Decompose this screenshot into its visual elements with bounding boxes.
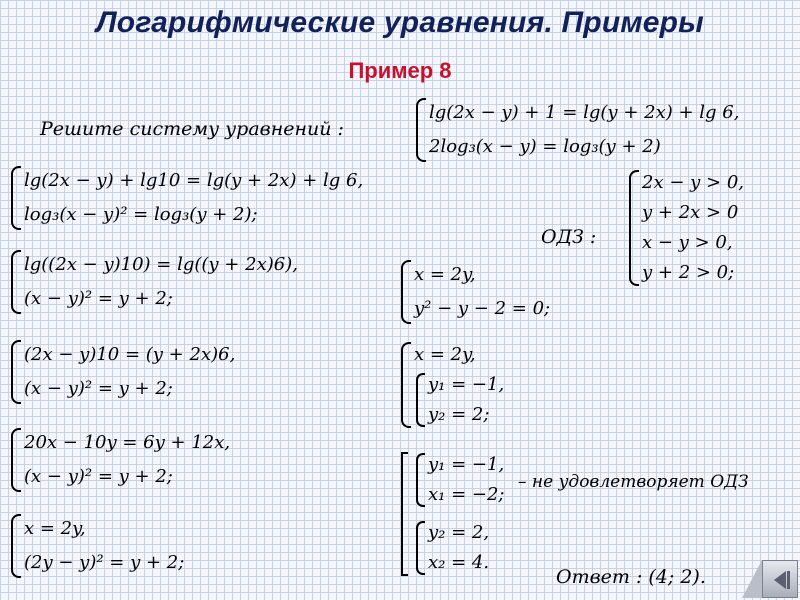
result-3-pair-2 — [414, 518, 505, 578]
step-5-eq-2: (2y − y)² = y + 2; — [24, 552, 185, 573]
task-equation-2: 2log₃(x − y) = log₃(y + 2) — [429, 136, 661, 157]
step-5-eq-1: x = 2y, — [24, 518, 86, 539]
back-bar-icon — [787, 571, 790, 589]
result-1-eq-2: y² − y − 2 = 0; — [414, 298, 551, 319]
answer: Ответ : (4; 2). — [556, 566, 706, 588]
back-arrow-icon — [774, 571, 786, 589]
task-label: Решите систему уравнений : — [40, 118, 344, 140]
step-3-system — [8, 338, 235, 406]
task-system — [413, 96, 739, 164]
page-title: Логарифмические уравнения. Примеры — [96, 6, 704, 39]
odz-label: ОДЗ : — [541, 226, 597, 248]
step-5-system — [8, 512, 184, 580]
step-2-eq-2: (x − y)² = y + 2; — [24, 288, 173, 309]
result-3-y1: y₁ = −1, — [428, 454, 505, 475]
result-2-roots — [414, 370, 504, 430]
result-3-x2: x₂ = 4. — [428, 552, 490, 573]
reject-note: – не удовлетворяет ОДЗ — [518, 472, 749, 492]
back-button[interactable] — [762, 560, 798, 598]
result-2-root-1: y₁ = −1, — [428, 374, 505, 395]
result-3-pair-1 — [414, 450, 505, 510]
result-3-system — [398, 450, 505, 578]
step-3-eq-2: (x − y)² = y + 2; — [24, 378, 173, 399]
step-1-system — [8, 164, 363, 232]
result-2-system — [398, 340, 504, 430]
example-number: Пример 8 — [348, 58, 452, 83]
result-2-eq-1: x = 2y, — [414, 344, 476, 365]
step-2-system — [8, 248, 298, 316]
step-4-eq-2: (x − y)² = y + 2; — [24, 466, 173, 487]
step-3-eq-1: (2x − y)10 = (y + 2x)6, — [24, 344, 236, 365]
odz-row-2: y + 2x > 0 — [642, 202, 739, 223]
odz-row-3: x − y > 0, — [642, 232, 733, 253]
task-equation-1: lg(2x − y) + 1 = lg(y + 2x) + lg 6, — [429, 102, 740, 123]
result-1-system — [398, 258, 550, 326]
step-2-eq-1: lg((2x − y)10) = lg((y + 2x)6), — [24, 254, 298, 275]
step-4-system — [8, 426, 230, 494]
odz-system — [626, 168, 744, 288]
odz-row-4: y + 2 > 0; — [642, 262, 735, 283]
odz-row-1: 2x − y > 0, — [642, 172, 744, 193]
step-1-eq-2: log₃(x − y)² = log₃(y + 2); — [24, 204, 258, 225]
step-4-eq-1: 20x − 10y = 6y + 12x, — [24, 432, 231, 453]
result-1-eq-1: x = 2y, — [414, 264, 476, 285]
nav-corner-decoration — [742, 560, 762, 598]
result-3-x1: x₁ = −2; — [428, 484, 505, 505]
step-1-eq-1: lg(2x − y) + lg10 = lg(y + 2x) + lg 6, — [24, 170, 364, 191]
result-3-y2: y₂ = 2, — [428, 522, 490, 543]
result-2-root-2: y₂ = 2; — [428, 404, 490, 425]
